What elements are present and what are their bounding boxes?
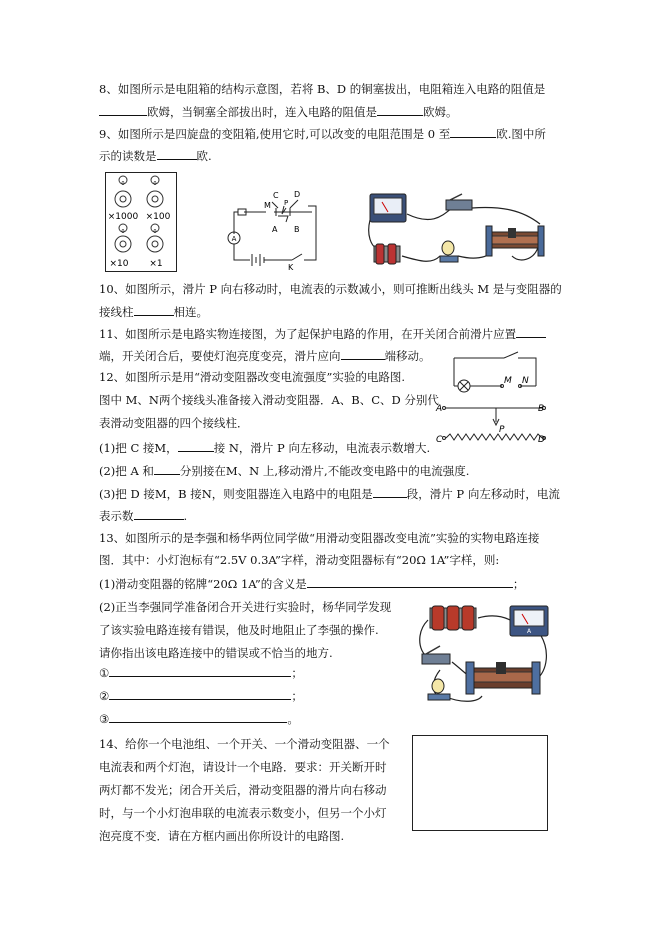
ammeter-label: A (526, 628, 532, 635)
q11-line-2: 端，开关闭合后，要使灯泡亮度变亮，滑片应向 端移动。 (99, 349, 431, 363)
q8-line-2: 欧姆，当铜塞全部拔出时，连入电路的阻值是 欧姆。 (99, 104, 458, 119)
rheostat-circuit-figure (220, 188, 325, 270)
q12-line-1: 12、如图所示是用“滑动变阻器改变电流强度”实验的电路图. (99, 370, 406, 384)
q13-answer-1: ① ； (99, 666, 303, 680)
q14-line-1: 14、给你一个电池组、一个开关、一个滑动变阻器、一个 (99, 737, 390, 751)
answer-blank[interactable] (373, 486, 407, 498)
answer-blank[interactable] (134, 304, 174, 316)
drawing-answer-box[interactable] (412, 735, 548, 831)
terminal-label: N (522, 376, 529, 386)
terminal-label: A (272, 225, 278, 234)
dial-digit: 0 (121, 229, 125, 235)
q13-answer-2: ② ； (99, 689, 303, 703)
q9-line-2: 示的读数是 欧. (99, 149, 212, 163)
answer-blank[interactable] (341, 348, 385, 360)
answer-blank[interactable] (377, 104, 423, 116)
q13-line-2: 图．其中：小灯泡标有“2.5V 0.3A”字样，滑动变阻器标有“20Ω 1A”字样，则: (99, 553, 500, 567)
q11-line-1: 11、如图所示是电路实物连接图，为了起保护电路的作用，在开关闭合前滑片应置 (99, 326, 546, 341)
q12-circuit-diagram (438, 350, 550, 446)
q13-answer-3: ③ 。 (99, 712, 299, 726)
q10-line-1: 10、如图所示，滑片 P 向右移动时，电流表的示数减小，则可推断出线头 M 是与变阻器的 (99, 282, 562, 296)
answer-blank[interactable] (99, 104, 147, 116)
physical-circuit-figure (362, 186, 548, 272)
terminal-label: B (538, 404, 545, 414)
answer-blank[interactable] (109, 688, 291, 700)
answer-blank[interactable] (307, 576, 513, 588)
dial-digit: 0 (153, 181, 157, 187)
terminal-label: A (436, 404, 443, 414)
q13-line-5: 了该实验电路连接有错误，他及时地阻止了李强的操作. (99, 623, 379, 637)
dial-label: ×1000 (107, 212, 139, 222)
q14-line-5: 泡亮度不变．请在方框内画出你所设计的电路图. (99, 829, 345, 843)
dial-label: ×10 (109, 259, 129, 269)
q12-line-5: (2)把 A 和 分别接在M、N 上,移动滑片,不能改变电路中的电流强度. (99, 464, 470, 478)
dial-digit: 0 (121, 181, 125, 187)
terminal-label: M (504, 376, 512, 386)
dial-label: ×1 (149, 259, 163, 269)
q12-line-7: 表示数 . (99, 509, 188, 523)
q13-line-1: 13、如图所示的是李强和杨华两位同学做“用滑动变阻器改变电流”实验的实物电路连接 (99, 531, 540, 545)
answer-blank[interactable] (450, 126, 496, 138)
terminal-label: B (294, 225, 300, 234)
terminal-label: D (538, 435, 545, 445)
switch-label: K (288, 263, 294, 272)
dial-digit: 0 (153, 229, 157, 235)
answer-blank[interactable] (109, 711, 287, 723)
q12-line-3: 表滑动变阻器的四个接线柱． (99, 416, 249, 430)
q10-line-2: 接线柱 相连。 (99, 305, 208, 319)
q14-line-4: 时，与一个小灯泡串联的电流表示数变小，但另一个小灯 (99, 806, 387, 820)
terminal-label: D (294, 190, 301, 199)
answer-blank[interactable] (516, 326, 546, 338)
terminal-label: C (436, 435, 443, 445)
slider-label: P (284, 199, 289, 207)
resistance-box-figure (105, 172, 177, 272)
slider-label: P (499, 425, 505, 435)
answer-blank[interactable] (157, 148, 197, 160)
q13-line-3: (1)滑动变阻器的铭牌“20Ω 1A”的含义是 ； (99, 577, 525, 591)
q12-line-2: 图中 M、N两个接线头准备接入滑动变阻器．A、B、C、D 分别代 (99, 393, 439, 407)
q12-line-6: (3)把 D 接M，B 接N，则变阻器连入电路中的电阻是 段，滑片 P 向左移动时，电流 (99, 487, 560, 501)
terminal-label: C (273, 191, 279, 200)
terminal-label: M (264, 201, 271, 210)
q14-line-3: 两灯都不发光；闭合开关后，滑动变阻器的滑片向右移动 (99, 783, 387, 797)
answer-blank[interactable] (178, 440, 214, 452)
answer-blank[interactable] (109, 665, 291, 677)
q13-physical-circuit-figure (412, 600, 554, 706)
ammeter-label: A (231, 235, 237, 243)
q12-line-4: (1)把 C 接M， 接 N，滑片 P 向左移动，电流表示数增大. (99, 441, 431, 455)
q13-line-4: (2)正当李强同学准备闭合开关进行实验时，杨华同学发现 (99, 600, 392, 614)
answer-blank[interactable] (134, 508, 184, 520)
dial-label: ×100 (145, 212, 171, 222)
q13-line-6: 请你指出该电路连接中的错误或不恰当的地方. (99, 646, 333, 660)
q14-line-2: 电流表和两个灯泡，请设计一个电路．要求：开关断开时 (99, 760, 387, 774)
q8-line-1: 8、如图所示是电阻箱的结构示意图，若将 B、D 的铜塞拔出，电阻箱连入电路的阻值是 (99, 82, 546, 96)
q9-line-1: 9、如图所示是四旋盘的变阻箱,使用它时,可以改变的电阻范围是 0 至 欧.图中所 (99, 127, 546, 141)
answer-blank[interactable] (154, 463, 180, 475)
